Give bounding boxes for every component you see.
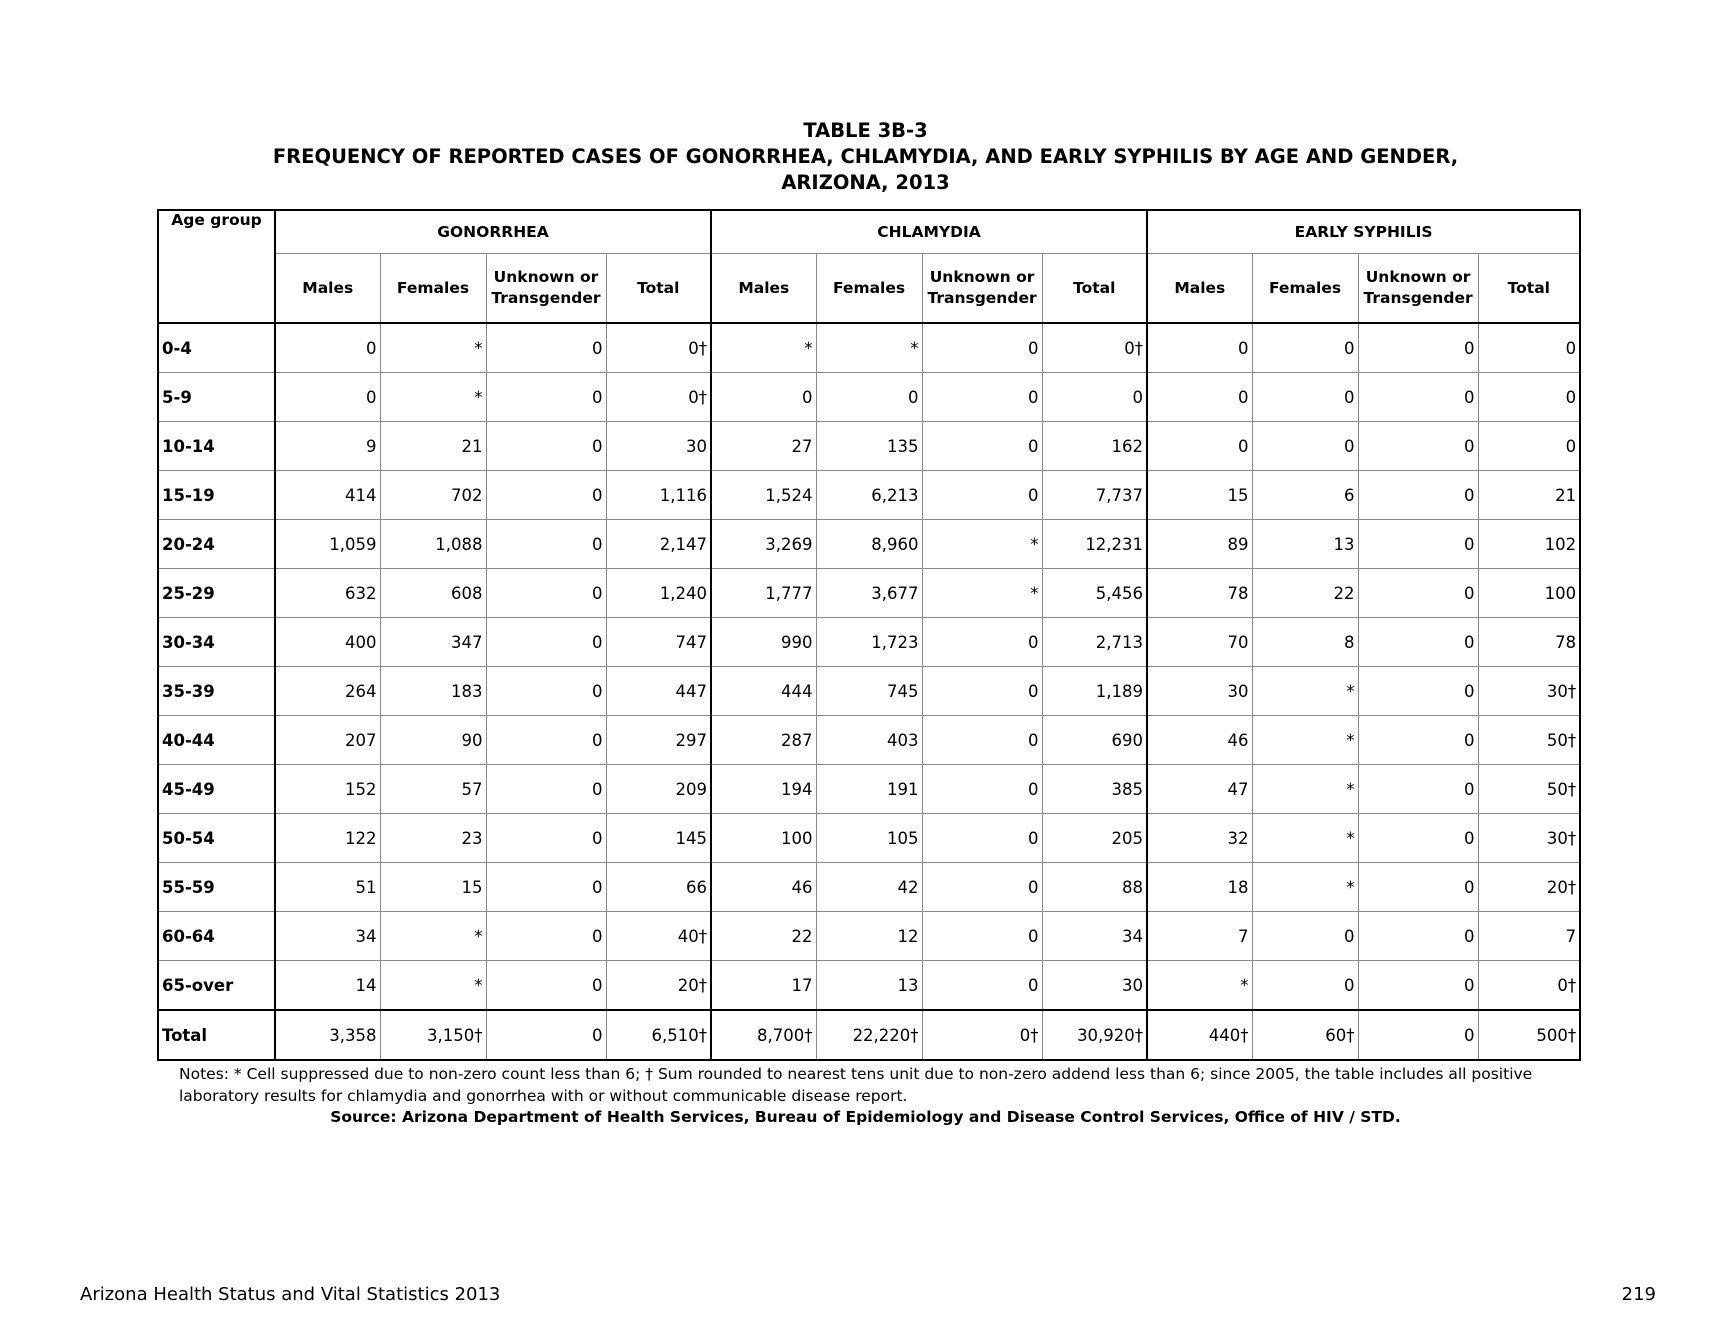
table-source: Source: Arizona Department of Health Services, Bureau of Epidemiology and Disease Control Services, Office of HIV / STD. [330, 1108, 1401, 1126]
value-cell: 5,456 [1042, 569, 1147, 618]
column-header: Unknown or Transgender [1358, 254, 1478, 324]
value-cell: 8,700† [711, 1010, 816, 1060]
value-cell: 30† [1478, 667, 1580, 716]
value-cell: 0 [486, 863, 606, 912]
value-cell: 0 [486, 814, 606, 863]
value-cell: 0 [922, 422, 1042, 471]
value-cell: 0 [486, 765, 606, 814]
value-cell: 0 [1358, 471, 1478, 520]
value-cell: 22 [711, 912, 816, 961]
value-cell: 152 [275, 765, 380, 814]
value-cell: * [1252, 716, 1358, 765]
column-header: Females [380, 254, 486, 324]
value-cell: 0 [1042, 373, 1147, 422]
footer-publication-title: Arizona Health Status and Vital Statistics 2013 [80, 1284, 501, 1305]
value-cell: 100 [1478, 569, 1580, 618]
table-number: TABLE 3B-3 [803, 119, 928, 142]
value-cell: 60† [1252, 1010, 1358, 1060]
table-row [158, 863, 1580, 912]
table-row [158, 323, 1580, 373]
value-cell: 57 [380, 765, 486, 814]
page-number: 219 [1621, 1284, 1656, 1305]
value-cell: 102 [1478, 520, 1580, 569]
value-cell: 0 [1252, 912, 1358, 961]
value-cell: 6,510† [606, 1010, 711, 1060]
value-cell: 17 [711, 961, 816, 1011]
value-cell: * [1252, 863, 1358, 912]
group-header-chlamydia: CHLAMYDIA [711, 210, 1147, 254]
table-row [158, 569, 1580, 618]
value-cell: 0 [1252, 422, 1358, 471]
value-cell: 14 [275, 961, 380, 1011]
value-cell: 745 [816, 667, 922, 716]
value-cell: 34 [275, 912, 380, 961]
value-cell: 47 [1147, 765, 1252, 814]
value-cell: 0 [486, 667, 606, 716]
value-cell: 0 [275, 323, 380, 373]
value-cell: 0† [1042, 323, 1147, 373]
value-cell: 3,269 [711, 520, 816, 569]
value-cell: 194 [711, 765, 816, 814]
column-header: Males [275, 254, 380, 324]
value-cell: 191 [816, 765, 922, 814]
value-cell: 20† [1478, 863, 1580, 912]
value-cell: 21 [380, 422, 486, 471]
value-cell: 0 [486, 1010, 606, 1060]
value-cell: 0 [1252, 373, 1358, 422]
age-group-cell: 35-39 [158, 667, 275, 716]
value-cell: 264 [275, 667, 380, 716]
value-cell: 30† [1478, 814, 1580, 863]
value-cell: 3,677 [816, 569, 922, 618]
value-cell: 0 [1358, 765, 1478, 814]
column-header: Females [816, 254, 922, 324]
value-cell: 1,524 [711, 471, 816, 520]
value-cell: 414 [275, 471, 380, 520]
value-cell: 30 [606, 422, 711, 471]
value-cell: 0 [922, 765, 1042, 814]
value-cell: 287 [711, 716, 816, 765]
value-cell: 27 [711, 422, 816, 471]
value-cell: 13 [1252, 520, 1358, 569]
value-cell: 0† [606, 323, 711, 373]
value-cell: 15 [380, 863, 486, 912]
age-group-header: Age group [158, 210, 275, 323]
value-cell: 105 [816, 814, 922, 863]
column-header: Females [1252, 254, 1358, 324]
value-cell: 0 [1358, 814, 1478, 863]
value-cell: 0† [1478, 961, 1580, 1011]
value-cell: 7 [1478, 912, 1580, 961]
age-group-cell: 0-4 [158, 323, 275, 373]
age-group-cell: Total [158, 1010, 275, 1060]
value-cell: 0 [1478, 373, 1580, 422]
value-cell: 0 [1358, 961, 1478, 1011]
value-cell: 990 [711, 618, 816, 667]
value-cell: 40† [606, 912, 711, 961]
value-cell: 1,240 [606, 569, 711, 618]
group-header-gonorrhea: GONORRHEA [275, 210, 711, 254]
age-group-cell: 60-64 [158, 912, 275, 961]
value-cell: 100 [711, 814, 816, 863]
value-cell: 0† [922, 1010, 1042, 1060]
value-cell: 12 [816, 912, 922, 961]
value-cell: 702 [380, 471, 486, 520]
value-cell: 0 [816, 373, 922, 422]
table-row [158, 814, 1580, 863]
age-group-cell: 25-29 [158, 569, 275, 618]
total-row [158, 1010, 1580, 1060]
value-cell: 347 [380, 618, 486, 667]
value-cell: 0 [1358, 618, 1478, 667]
value-cell: 1,059 [275, 520, 380, 569]
column-header: Males [711, 254, 816, 324]
column-header: Total [606, 254, 711, 324]
value-cell: 18 [1147, 863, 1252, 912]
value-cell: 0 [1358, 667, 1478, 716]
value-cell: 30 [1147, 667, 1252, 716]
value-cell: 20† [606, 961, 711, 1011]
value-cell: 135 [816, 422, 922, 471]
table-row [158, 667, 1580, 716]
value-cell: 0 [922, 716, 1042, 765]
value-cell: 0 [486, 323, 606, 373]
table-row [158, 520, 1580, 569]
value-cell: 0 [922, 323, 1042, 373]
age-group-cell: 65-over [158, 961, 275, 1011]
value-cell: 205 [1042, 814, 1147, 863]
value-cell: 162 [1042, 422, 1147, 471]
value-cell: 0 [1358, 569, 1478, 618]
value-cell: 403 [816, 716, 922, 765]
value-cell: 22 [1252, 569, 1358, 618]
table-row [158, 618, 1580, 667]
column-header: Unknown or Transgender [922, 254, 1042, 324]
age-group-cell: 30-34 [158, 618, 275, 667]
value-cell: 145 [606, 814, 711, 863]
value-cell: 0 [1252, 323, 1358, 373]
value-cell: 297 [606, 716, 711, 765]
value-cell: 50† [1478, 765, 1580, 814]
value-cell: 3,150† [380, 1010, 486, 1060]
value-cell: 0 [1358, 863, 1478, 912]
age-group-cell: 20-24 [158, 520, 275, 569]
value-cell: 400 [275, 618, 380, 667]
value-cell: 88 [1042, 863, 1147, 912]
value-cell: 66 [606, 863, 711, 912]
value-cell: 42 [816, 863, 922, 912]
value-cell: * [380, 323, 486, 373]
value-cell: 8,960 [816, 520, 922, 569]
value-cell: 3,358 [275, 1010, 380, 1060]
value-cell: 0 [1358, 373, 1478, 422]
value-cell: * [711, 323, 816, 373]
table-row [158, 471, 1580, 520]
value-cell: 1,189 [1042, 667, 1147, 716]
table-title-line: FREQUENCY OF REPORTED CASES OF GONORRHEA, CHLAMYDIA, AND EARLY SYPHILIS BY AGE AND GENDER, [272, 145, 1459, 168]
table-title [0, 118, 1731, 196]
age-group-cell: 50-54 [158, 814, 275, 863]
value-cell: 0† [606, 373, 711, 422]
value-cell: 122 [275, 814, 380, 863]
value-cell: * [380, 912, 486, 961]
value-cell: 0 [1147, 422, 1252, 471]
value-cell: 15 [1147, 471, 1252, 520]
value-cell: * [380, 373, 486, 422]
age-group-cell: 55-59 [158, 863, 275, 912]
age-group-cell: 15-19 [158, 471, 275, 520]
value-cell: 1,116 [606, 471, 711, 520]
value-cell: 0 [486, 912, 606, 961]
value-cell: 0 [275, 373, 380, 422]
value-cell: 207 [275, 716, 380, 765]
value-cell: 0 [922, 863, 1042, 912]
value-cell: * [1252, 814, 1358, 863]
value-cell: 690 [1042, 716, 1147, 765]
value-cell: 6 [1252, 471, 1358, 520]
value-cell: 0 [1358, 520, 1478, 569]
value-cell: 9 [275, 422, 380, 471]
value-cell: 0 [1147, 323, 1252, 373]
value-cell: 30 [1042, 961, 1147, 1011]
value-cell: 385 [1042, 765, 1147, 814]
table-title-line: ARIZONA, 2013 [781, 171, 950, 194]
column-header: Total [1042, 254, 1147, 324]
value-cell: 2,713 [1042, 618, 1147, 667]
value-cell: 0 [922, 814, 1042, 863]
value-cell: 183 [380, 667, 486, 716]
value-cell: 447 [606, 667, 711, 716]
value-cell: 0 [922, 373, 1042, 422]
age-group-cell: 10-14 [158, 422, 275, 471]
table-row [158, 716, 1580, 765]
value-cell: 21 [1478, 471, 1580, 520]
value-cell: * [1252, 765, 1358, 814]
value-cell: 78 [1478, 618, 1580, 667]
value-cell: 444 [711, 667, 816, 716]
group-header-early-syphilis: EARLY SYPHILIS [1147, 210, 1580, 254]
value-cell: 12,231 [1042, 520, 1147, 569]
value-cell: 34 [1042, 912, 1147, 961]
value-cell: 7 [1147, 912, 1252, 961]
value-cell: 51 [275, 863, 380, 912]
value-cell: 46 [711, 863, 816, 912]
value-cell: 0 [486, 520, 606, 569]
value-cell: 1,088 [380, 520, 486, 569]
age-group-cell: 40-44 [158, 716, 275, 765]
value-cell: 0 [486, 471, 606, 520]
value-cell: 0 [1358, 1010, 1478, 1060]
table-row [158, 765, 1580, 814]
table-row [158, 373, 1580, 422]
table-row [158, 961, 1580, 1011]
column-header: Total [1478, 254, 1580, 324]
column-header: Males [1147, 254, 1252, 324]
value-cell: 78 [1147, 569, 1252, 618]
table-row [158, 912, 1580, 961]
value-cell: 0 [486, 422, 606, 471]
value-cell: 0 [486, 961, 606, 1011]
value-cell: 0 [1358, 912, 1478, 961]
value-cell: * [1147, 961, 1252, 1011]
table-notes: Notes: * Cell suppressed due to non-zero count less than 6; † Sum rounded to nearest tens unit due to non-zero addend less than 6; since 2005, the table includes all positive laboratory results for chlamydia and gonorrhea with or without communicable disease report. [179, 1065, 1533, 1105]
value-cell: 89 [1147, 520, 1252, 569]
value-cell: 2,147 [606, 520, 711, 569]
value-cell: 0 [1147, 373, 1252, 422]
value-cell: 0 [486, 716, 606, 765]
value-cell: 0 [486, 569, 606, 618]
value-cell: 632 [275, 569, 380, 618]
value-cell: 0 [922, 618, 1042, 667]
value-cell: 90 [380, 716, 486, 765]
value-cell: 8 [1252, 618, 1358, 667]
value-cell: 70 [1147, 618, 1252, 667]
value-cell: * [922, 520, 1042, 569]
value-cell: * [922, 569, 1042, 618]
age-group-cell: 5-9 [158, 373, 275, 422]
value-cell: 0 [1252, 961, 1358, 1011]
value-cell: 32 [1147, 814, 1252, 863]
value-cell: 0 [1478, 422, 1580, 471]
value-cell: 500† [1478, 1010, 1580, 1060]
value-cell: 0 [486, 373, 606, 422]
value-cell: 22,220† [816, 1010, 922, 1060]
value-cell: 1,777 [711, 569, 816, 618]
age-group-cell: 45-49 [158, 765, 275, 814]
value-cell: 0 [1358, 716, 1478, 765]
value-cell: 0 [1358, 422, 1478, 471]
value-cell: * [380, 961, 486, 1011]
value-cell: 30,920† [1042, 1010, 1147, 1060]
value-cell: 0 [1358, 323, 1478, 373]
value-cell: 440† [1147, 1010, 1252, 1060]
value-cell: 13 [816, 961, 922, 1011]
value-cell: 0 [922, 667, 1042, 716]
value-cell: 0 [922, 961, 1042, 1011]
value-cell: * [1252, 667, 1358, 716]
value-cell: 1,723 [816, 618, 922, 667]
value-cell: 0 [486, 618, 606, 667]
value-cell: 7,737 [1042, 471, 1147, 520]
table-row [158, 422, 1580, 471]
value-cell: 0 [922, 471, 1042, 520]
value-cell: 0 [922, 912, 1042, 961]
value-cell: 209 [606, 765, 711, 814]
value-cell: 0 [1478, 323, 1580, 373]
value-cell: 23 [380, 814, 486, 863]
value-cell: 608 [380, 569, 486, 618]
value-cell: 50† [1478, 716, 1580, 765]
value-cell: 747 [606, 618, 711, 667]
value-cell: 6,213 [816, 471, 922, 520]
column-header: Unknown or Transgender [486, 254, 606, 324]
value-cell: * [816, 323, 922, 373]
data-table [157, 209, 1581, 1061]
value-cell: 0 [711, 373, 816, 422]
value-cell: 46 [1147, 716, 1252, 765]
